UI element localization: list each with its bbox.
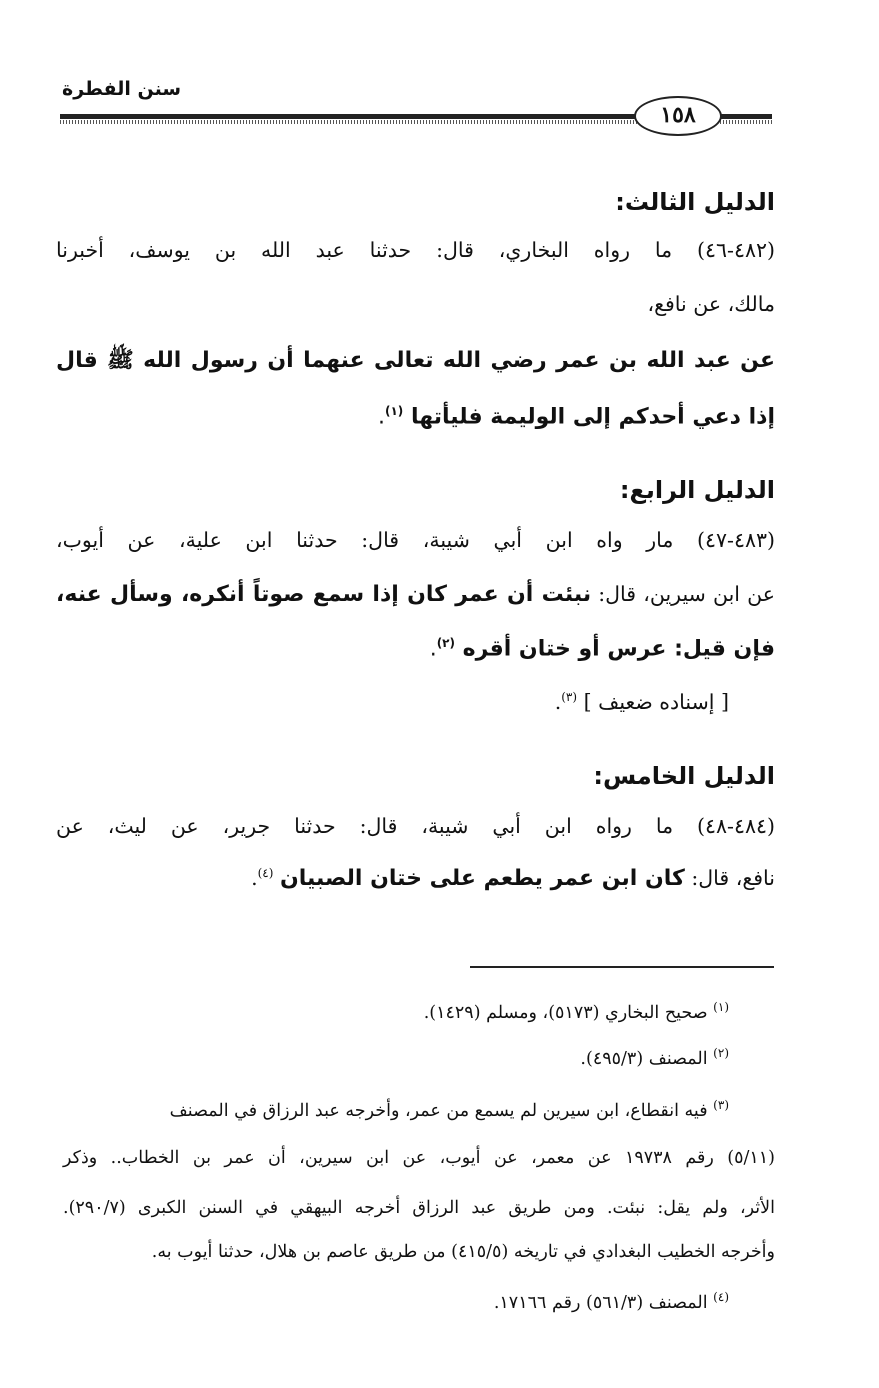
footnote-3: [170, 1098, 729, 1121]
athar-484-text: كان ابن عمر يطعم على ختان الصبيان: [279, 866, 685, 891]
footnote-4-text: المصنف (٥٦١/٣) رقم ١٧١٦٦.: [493, 1292, 708, 1313]
athar-483-chain: (٤٨٣-٤٧) مار واه ابن أبي شيبة، قال: حدثنا ابن علية، عن أيوب،: [56, 528, 775, 552]
grade-period: .: [554, 690, 562, 714]
athar-484-chain: (٤٨٤-٤٨) ما رواه ابن أبي شيبة، قال: حدثنا جرير، عن ليث، عن: [56, 814, 775, 838]
footnote-3-line3: الأثر، ولم يقل: نبئت. ومن طريق عبد الرزاق أخرجه البيهقي في السنن الكبرى (٢٩٠/٧).: [63, 1198, 775, 1218]
footnote-1-num: (١): [713, 1000, 729, 1014]
footnote-4-num: (٤): [713, 1290, 729, 1304]
athar-483-period: .: [429, 636, 437, 662]
section-heading-fifth: الدليل الخامس:: [593, 762, 775, 790]
hadith-482-text-cont: [378, 404, 775, 429]
footnote-3-line4: وأخرجه الخطيب البغدادي في تاريخه (٤١٥/٥) من طريق عاصم بن هلال، حدثنا أيوب به.: [151, 1242, 775, 1262]
athar-483-chain-cont: [56, 582, 775, 607]
footnote-3-line2: (٥/١١) رقم ١٩٧٣٨ عن معمر، عن أيوب، عن ابن سيرين، أن عمر بن الخطاب.. وذكر: [63, 1148, 775, 1168]
athar-483-text-end: فإن قيل: عرس أو ختان أقره: [462, 636, 775, 662]
athar-484-chain-cont: [251, 866, 775, 891]
page-number: ١٥٨: [634, 96, 722, 136]
section-heading-third: الدليل الثالث:: [615, 188, 775, 216]
hadith-482-chain: (٤٨٢-٤٦) ما رواه البخاري، قال: حدثنا عبد الله بن يوسف، أخبرنا: [56, 238, 775, 262]
section-heading-fourth: الدليل الرابع:: [619, 476, 775, 504]
footnote-ref-1: (١): [384, 404, 404, 418]
footnote-2: [580, 1046, 729, 1069]
footnote-4: [494, 1290, 729, 1313]
footnote-3-line1: فيه انقطاع، ابن سيرين لم يسمع من عمر، وأخرجه عبد الرزاق في المصنف: [169, 1100, 708, 1121]
footnote-2-num: (٢): [713, 1046, 729, 1060]
hadith-482-chain-cont: مالك، عن نافع،: [647, 292, 775, 316]
athar-483-text: نبئت أن عمر كان إذا سمع صوتاً أنكره، وسأل عنه،: [56, 582, 592, 607]
footnote-2-text: المصنف (٤٩٥/٣).: [580, 1048, 708, 1069]
athar-484-narrator: نافع، قال:: [691, 866, 775, 890]
footnote-1: [424, 1000, 729, 1023]
athar-483-grade: [555, 690, 729, 714]
grade-text: [ إسناده ضعيف ]: [583, 690, 729, 714]
footnote-ref-2: (٢): [436, 636, 455, 650]
athar-484-period: .: [251, 866, 258, 890]
hadith-482-text-end: إذا دعي أحدكم إلى الوليمة فليأتها: [410, 404, 775, 430]
athar-483-text-cont: [430, 636, 775, 661]
footnote-ref-3: (٣): [561, 690, 578, 705]
footnote-ref-4: (٤): [257, 866, 274, 881]
footnote-3-num: (٣): [713, 1098, 729, 1112]
hadith-482-period: .: [377, 404, 385, 430]
footnote-1-text: صحيح البخاري (٥١٧٣)، ومسلم (١٤٢٩).: [423, 1002, 708, 1023]
athar-483-narrator: عن ابن سيرين، قال:: [598, 582, 775, 606]
running-title: سنن الفطرة: [62, 78, 182, 100]
hadith-482-text: عن عبد الله بن عمر رضي الله تعالى عنهما أن رسول الله ﷺ قال: [56, 348, 775, 373]
footnote-separator: [470, 966, 774, 968]
